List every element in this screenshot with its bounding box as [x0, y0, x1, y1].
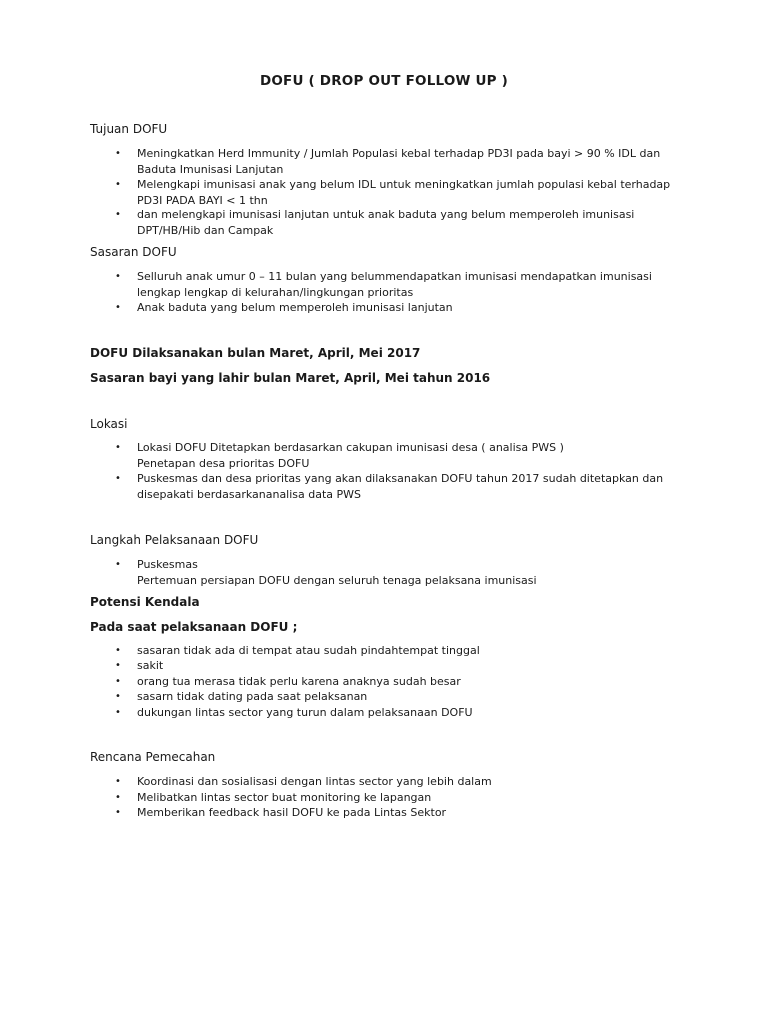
list-item: • Melengkapi imunisasi anak yang belum IDL untuk meningkatkan jumlah populasi kebal terhadap PD3I PADA BAYI < 1 thn	[115, 178, 671, 207]
potensi-kendala-heading: Potensi Kendala	[90, 595, 200, 609]
bullet-icon: •	[115, 271, 121, 282]
list-item: • Puskesmas dan desa prioritas yang akan dilaksanakan DOFU tahun 2017 sudah ditetapkan dan	[115, 472, 664, 485]
bullet-icon: •	[115, 776, 121, 787]
list-item: • Melibatkan lintas sector buat monitoring ke lapangan	[115, 791, 432, 804]
list-item: • Koordinasi dan sosialisasi dengan lintas sector yang lebih dalam	[115, 775, 492, 788]
sasaran-bayi-heading: Sasaran bayi yang lahir bulan Maret, April, Mei tahun 2016	[90, 371, 491, 385]
list-item: • Puskesmas Pertemuan persiapan DOFU dengan seluruh tenaga pelaksana imunisasi	[115, 558, 537, 587]
page-title: DOFU ( DROP OUT FOLLOW UP )	[259, 73, 509, 89]
bullet-icon: •	[115, 660, 121, 671]
bullet-icon: •	[115, 302, 121, 313]
dilaksanakan-heading: DOFU Dilaksanakan bulan Maret, April, Mei 2017	[90, 346, 421, 360]
section-heading-sasaran: Sasaran DOFU	[90, 245, 177, 259]
bullet-icon: •	[115, 442, 121, 453]
bullet-icon: •	[115, 691, 121, 702]
list-item: • orang tua merasa tidak perlu karena anaknya sudah besar	[115, 675, 461, 688]
bullet-icon: •	[115, 676, 121, 687]
list-item: • Memberikan feedback hasil DOFU ke pada Lintas Sektor	[115, 806, 447, 819]
section-heading-rencana: Rencana Pemecahan	[90, 750, 216, 764]
section-heading-langkah: Langkah Pelaksanaan DOFU	[90, 533, 259, 547]
list-item: • sasarn tidak dating pada saat pelaksanan	[115, 690, 368, 703]
list-item: • Selluruh anak umur 0 – 11 bulan yang belummendapatkan imunisasi mendapatkan imunisasi lengkap lengkap di kelurahan/lingkungan prioritas	[115, 270, 652, 299]
list-item: • dan melengkapi imunisasi lanjutan untuk anak baduta yang belum memperoleh imunisasi DPT/HB/Hib dan Campak	[115, 208, 635, 237]
list-item: • sasaran tidak ada di tempat atau sudah pindahtempat tinggal	[115, 644, 480, 657]
list-item: • Lokasi DOFU Ditetapkan berdasarkan cakupan imunisasi desa ( analisa PWS ) Penetapan desa prioritas DOFU	[115, 441, 564, 470]
list-item: • Anak baduta yang belum memperoleh imunisasi lanjutan	[115, 301, 453, 314]
section-heading-lokasi: Lokasi	[90, 417, 128, 431]
list-item: • sakit	[115, 659, 164, 672]
bullet-icon: •	[115, 209, 121, 220]
section-heading-pada-saat: Pada saat pelaksanaan DOFU ;	[90, 620, 298, 634]
bullet-icon: •	[115, 707, 121, 718]
bullet-icon: •	[115, 179, 121, 190]
section-heading-tujuan: Tujuan DOFU	[90, 122, 168, 136]
bullet-icon: •	[115, 148, 121, 159]
list-item-continuation: disepakati berdasarkananalisa data PWS	[137, 488, 362, 501]
list-item: • dukungan lintas sector yang turun dalam pelaksanaan DOFU	[115, 706, 473, 719]
bullet-icon: •	[115, 807, 121, 818]
bullet-icon: •	[115, 645, 121, 656]
list-item: • Meningkatkan Herd Immunity / Jumlah Populasi kebal terhadap PD3I pada bayi > 90 % IDL dan Baduta Imunisasi Lanjutan	[115, 147, 661, 176]
bullet-icon: •	[115, 792, 121, 803]
bullet-icon: •	[115, 473, 121, 484]
bullet-icon: •	[115, 559, 121, 570]
